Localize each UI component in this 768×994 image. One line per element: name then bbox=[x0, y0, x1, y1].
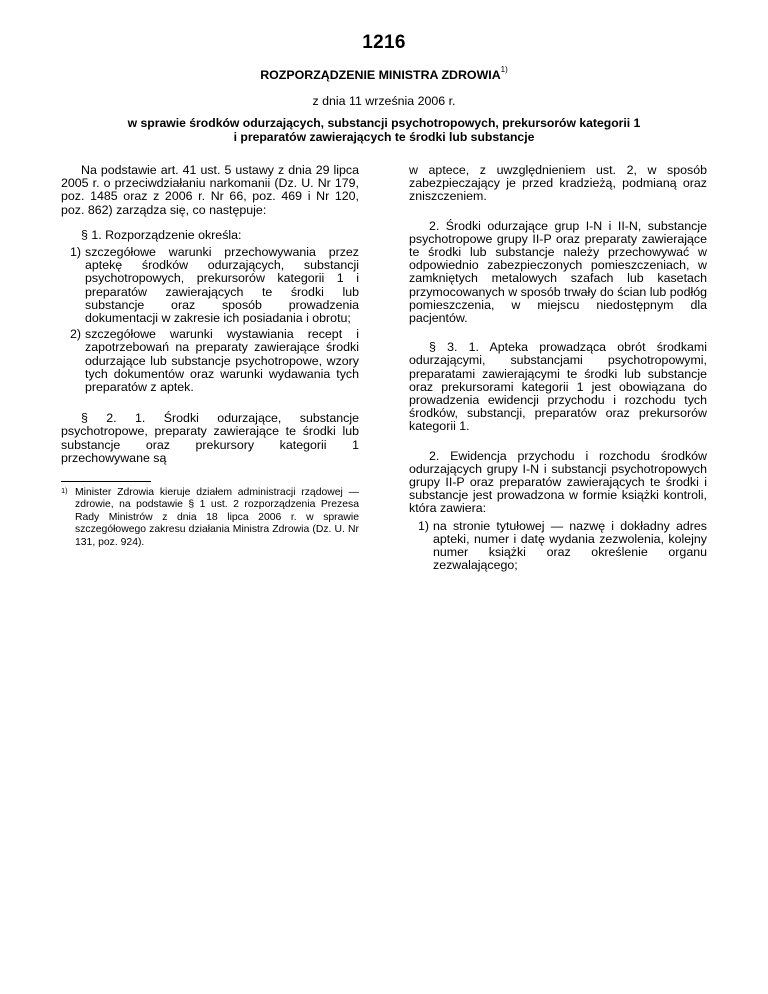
document-subject bbox=[100, 117, 668, 144]
act-number: 1216 bbox=[362, 32, 406, 53]
paragraph-2-start: § 2. 1. Środki odurzające, substancje psychotropowe, preparaty zawierające te środki lub substancje oraz prekursory kategorii 1 przechowywane są bbox=[61, 411, 359, 465]
paragraph-2-section-2: 2. Środki odurzające grup I-N i II-N, substancje psychotropowe grupy II-P oraz preparaty zawierające te środki lub substancje należy przechowywać w odpowiednio zabezpieczonych pomieszczeniach, w zamkniętych metalowych szafach lub kasetach przymocowanych w sposób trwały do ścian lub podłóg pomieszczenia, w miejscu niedostępnym dla pacjentów. bbox=[409, 218, 707, 326]
list-item-text: szczegółowe warunki wystawiania recept i zapotrzebowań na preparaty zawierające środki odurzające lub substancje psychotropowe, wzory tych dokumentów oraz warunki wydawania tych preparatów z aptek. bbox=[85, 327, 359, 395]
list-item bbox=[409, 520, 707, 573]
subject-line-2: i preparatów zawierających te środki lub substancje bbox=[233, 129, 535, 144]
paragraph-1-heading: § 1. Rozporządzenie określa: bbox=[81, 227, 242, 242]
document-date: z dnia 11 września 2006 r. bbox=[312, 94, 456, 108]
title-footnote-ref: 1) bbox=[500, 65, 508, 74]
paragraph-3-section-1: § 3. 1. Apteka prowadząca obrót środkami odurzającymi, substancjami psychotropowymi, preparatami zawierającymi te środki lub substancje oraz prekursorami kategorii 1 jest obowiązana do prowadzenia ewidencji przychodu i rozchodu tych środków, substancji, preparatów oraz prekursorów kategorii 1. bbox=[409, 340, 707, 434]
right-column bbox=[409, 164, 707, 575]
title-text: ROZPORZĄDZENIE MINISTRA ZDROWIA bbox=[260, 68, 501, 82]
list-item-number: 1) bbox=[69, 245, 81, 260]
list-item-text: na stronie tytułowej — nazwę i dokładny adres apteki, numer i datę wydania zezwolenia, kolejny numer książki oraz określenie organu zezwalającego; bbox=[433, 518, 707, 573]
list-item bbox=[61, 328, 359, 394]
list-item-text: szczegółowe warunki przechowywania przez aptekę środków odurzających, substancji psychotropowych, prekursorów kategorii 1 i preparatów zawierających te środki lub substancje oraz sposób prowadzenia dokumentacji w zakresie ich posiadania i obrotu; bbox=[85, 245, 359, 326]
list-item bbox=[61, 246, 359, 325]
paragraph-3-section-2: 2. Ewidencja przychodu i rozchodu środków odurzających grupy I-N i substancji psychotropowych grupy II-P oraz preparatów zawierających te środki i substancje jest prowadzona w formie książki kontroli, która zawiera: bbox=[409, 448, 707, 516]
document-title bbox=[0, 65, 768, 82]
list-item-number: 2) bbox=[69, 327, 81, 342]
paragraph-2-continuation: w aptece, z uwzględnieniem ust. 2, w sposób zabezpieczający je przed kradzieżą, podmianą oraz zniszczeniem. bbox=[409, 163, 707, 204]
subject-line-1: w sprawie środków odurzających, substancji psychotropowych, prekursorów kategorii 1 bbox=[127, 116, 641, 130]
footnote-text: Minister Zdrowia kieruje działem administracji rządowej — zdrowie, na podstawie § 1 ust. 2 rozporządzenia Prezesa Rady Ministrów z dnia 18 lipca 2006 r. w sprawie szczegółowego zakresu działania Ministra Zdrowia (Dz. U. Nr 131, poz. 924). bbox=[75, 487, 359, 548]
footnote bbox=[61, 487, 359, 549]
list-item-number: 1) bbox=[417, 518, 429, 533]
left-column bbox=[61, 164, 359, 549]
footnote-separator bbox=[61, 481, 151, 482]
intro-paragraph: Na podstawie art. 41 ust. 5 ustawy z dnia 29 lipca 2005 r. o przeciwdziałaniu narkomanii (Dz. U. Nr 179, poz. 1485 oraz z 2006 r. Nr 66, poz. 469 i Nr 120, poz. 862) zarządza się, co następuje: bbox=[61, 163, 359, 217]
footnote-mark: 1) bbox=[61, 486, 68, 496]
